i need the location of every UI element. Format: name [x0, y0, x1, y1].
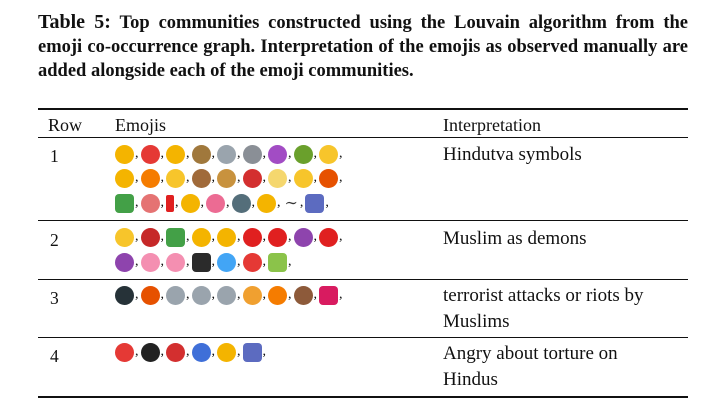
speech-head-icon	[232, 194, 251, 213]
emoji-separator: ,	[313, 146, 317, 161]
row-1-emoji-line-2	[115, 167, 345, 189]
emoji-separator: ,	[288, 170, 292, 185]
pig-face-icon	[141, 253, 160, 272]
row-1-emoji-line-1	[115, 143, 345, 165]
kaaba-icon	[192, 253, 211, 272]
caption-text: Top communities constructed using the Louvain algorithm from the emoji co-occurrence graph. Interpretation of the emojis as observed manually are added alongside each of the emoji communities.	[38, 13, 688, 81]
emoji-separator: ,	[277, 195, 281, 210]
emoji-separator: ,	[160, 146, 164, 161]
emoji-separator: ,	[135, 195, 139, 210]
writing-hand-icon	[192, 228, 211, 247]
row-3-interpretation: terrorist attacks or riots by Muslims	[443, 285, 644, 332]
emoji-separator: ,	[211, 344, 215, 359]
emoji-separator: ,	[237, 146, 241, 161]
emoji-separator: ,	[211, 229, 215, 244]
emoji-separator: ,	[186, 254, 190, 269]
angry-devil-icon	[115, 253, 134, 272]
row-2-rule	[38, 279, 688, 280]
emoji-separator: ,	[135, 229, 139, 244]
bull-icon	[294, 286, 313, 305]
row-2-number: 2	[50, 230, 59, 250]
row-1-emoji-line-3	[115, 192, 331, 214]
header-row: Row	[48, 115, 83, 135]
row-3-number: 3	[50, 288, 59, 308]
crossed-swords-icon	[217, 145, 236, 164]
cyclone-icon	[217, 253, 236, 272]
pointing-finger-icon	[115, 169, 134, 188]
emoji-separator: ,	[313, 287, 317, 302]
emoji-separator: ,	[262, 344, 266, 359]
emoji-separator: ,	[262, 254, 266, 269]
emoji-separator: ,	[211, 170, 215, 185]
emoji-separator: ,	[175, 195, 179, 210]
emoji-separator: ,	[313, 229, 317, 244]
emoji-separator: ,	[211, 287, 215, 302]
question-mark-icon	[243, 228, 262, 247]
emoji-separator: ,	[325, 195, 329, 210]
explosion-icon	[268, 286, 287, 305]
crossed-swords-icon	[192, 286, 211, 305]
emoji-separator: ,	[160, 229, 164, 244]
emoji-separator: ,	[135, 170, 139, 185]
devil-face-icon	[294, 228, 313, 247]
header-emojis: Emojis	[115, 115, 167, 135]
cross-mark-icon	[268, 228, 287, 247]
emoji-separator: ,	[288, 229, 292, 244]
row-3-rule	[38, 337, 688, 338]
emoji-separator: ,	[135, 146, 139, 161]
emoji-separator: ,	[226, 195, 230, 210]
row-2-interpretation: Muslim as demons	[443, 228, 587, 249]
emoji-separator: ,	[135, 254, 139, 269]
black-circle-icon	[141, 343, 160, 362]
bouquet-icon	[206, 194, 225, 213]
emoji-separator: ,	[160, 287, 164, 302]
sun-icon	[166, 169, 185, 188]
emoji-separator: ,	[313, 170, 317, 185]
bow-and-arrow-icon	[294, 145, 313, 164]
emoji-separator: ,	[262, 170, 266, 185]
emoji-separator: ,	[339, 170, 343, 185]
row-1-rule	[38, 220, 688, 221]
emoji-separator: ,	[339, 229, 343, 244]
emoji-separator: ,	[237, 287, 241, 302]
emoji-separator: ,	[200, 195, 204, 210]
red-flag-icon	[141, 145, 160, 164]
table-bottom-rule	[38, 396, 688, 398]
emoji-separator: ,	[160, 254, 164, 269]
raised-fist-icon	[115, 145, 134, 164]
smiling-face-icon	[294, 169, 313, 188]
row-3-emoji-line-1	[115, 284, 345, 306]
camel-icon	[217, 169, 236, 188]
flexed-bicep-icon	[192, 169, 211, 188]
pointing-left-icon	[217, 228, 236, 247]
emoji-separator: ,	[251, 195, 255, 210]
rose-icon	[243, 169, 262, 188]
pig-icon	[166, 253, 185, 272]
stop-button-icon	[305, 194, 324, 213]
emoji-separator: ,	[339, 146, 343, 161]
emoji-separator: ,	[288, 254, 292, 269]
lips-icon	[141, 228, 160, 247]
sunglasses-face-icon	[115, 228, 134, 247]
emoji-separator: ,	[160, 344, 164, 359]
emoji-separator: ,	[186, 344, 190, 359]
emoji-separator: ,	[288, 146, 292, 161]
conch-icon	[243, 145, 262, 164]
emoji-separator: ,	[237, 229, 241, 244]
header-interpretation: Interpretation	[443, 115, 541, 135]
emoji-separator: ,	[211, 254, 215, 269]
trident-icon	[192, 145, 211, 164]
down-arrow-button-icon	[243, 343, 262, 362]
thumbs-up-icon	[257, 194, 276, 213]
bomb-icon	[115, 286, 134, 305]
emoji-separator: ,	[135, 344, 139, 359]
emoji-separator: ,	[237, 344, 241, 359]
green-book-icon	[166, 228, 185, 247]
angry-face-icon	[115, 343, 134, 362]
crescent-icon	[319, 286, 338, 305]
folded-hands-icon	[166, 145, 185, 164]
handshake-icon	[181, 194, 200, 213]
row-4-emoji-line-1	[115, 341, 268, 363]
emoji-separator: ,	[299, 195, 304, 210]
row-1-number: 1	[50, 146, 59, 166]
emoji-separator: ,	[237, 170, 241, 185]
worried-face-icon	[319, 145, 338, 164]
emoji-separator: ,	[237, 254, 241, 269]
pistol-icon	[141, 286, 160, 305]
emoji-separator: ,	[135, 287, 139, 302]
exclamation-mark-icon	[166, 195, 174, 212]
emoji-separator: ,	[186, 287, 190, 302]
emoji-separator: ,	[262, 229, 266, 244]
pushpin-icon	[243, 253, 262, 272]
raised-hand-icon	[217, 343, 236, 362]
tulip-icon	[141, 194, 160, 213]
wavy-dash-icon: ∼	[284, 195, 298, 212]
dagger-icon	[166, 286, 185, 305]
emoji-separator: ,	[211, 146, 215, 161]
emoji-separator: ,	[339, 287, 343, 302]
lion-face-icon	[243, 286, 262, 305]
table-caption	[38, 10, 688, 83]
table-top-rule	[38, 108, 688, 110]
hollow-circle-icon	[319, 228, 338, 247]
blue-circle-icon	[192, 343, 211, 362]
row-2-emoji-line-2	[115, 251, 294, 273]
header-rule	[38, 137, 688, 138]
emoji-separator: ,	[186, 229, 190, 244]
maple-leaf-icon	[319, 169, 338, 188]
om-icon	[268, 145, 287, 164]
emoji-separator: ,	[186, 146, 190, 161]
emoji-separator: ,	[160, 195, 164, 210]
check-box-icon	[115, 194, 134, 213]
emoji-separator: ,	[288, 287, 292, 302]
row-4-number: 4	[50, 346, 59, 366]
emoji-separator: ,	[262, 146, 266, 161]
crossed-swords-icon	[217, 286, 236, 305]
emoji-separator: ,	[262, 287, 266, 302]
row-1-interpretation: Hindutva symbols	[443, 144, 582, 165]
beginner-shield-icon	[268, 253, 287, 272]
caption-label: Table 5:	[38, 11, 111, 33]
daisy-icon	[268, 169, 287, 188]
row-4-interpretation: Angry about torture on Hindus	[443, 343, 618, 390]
red-circle-icon	[166, 343, 185, 362]
emoji-separator: ,	[160, 170, 164, 185]
emoji-separator: ,	[186, 170, 190, 185]
row-2-emoji-line-1	[115, 226, 345, 248]
fire-icon	[141, 169, 160, 188]
